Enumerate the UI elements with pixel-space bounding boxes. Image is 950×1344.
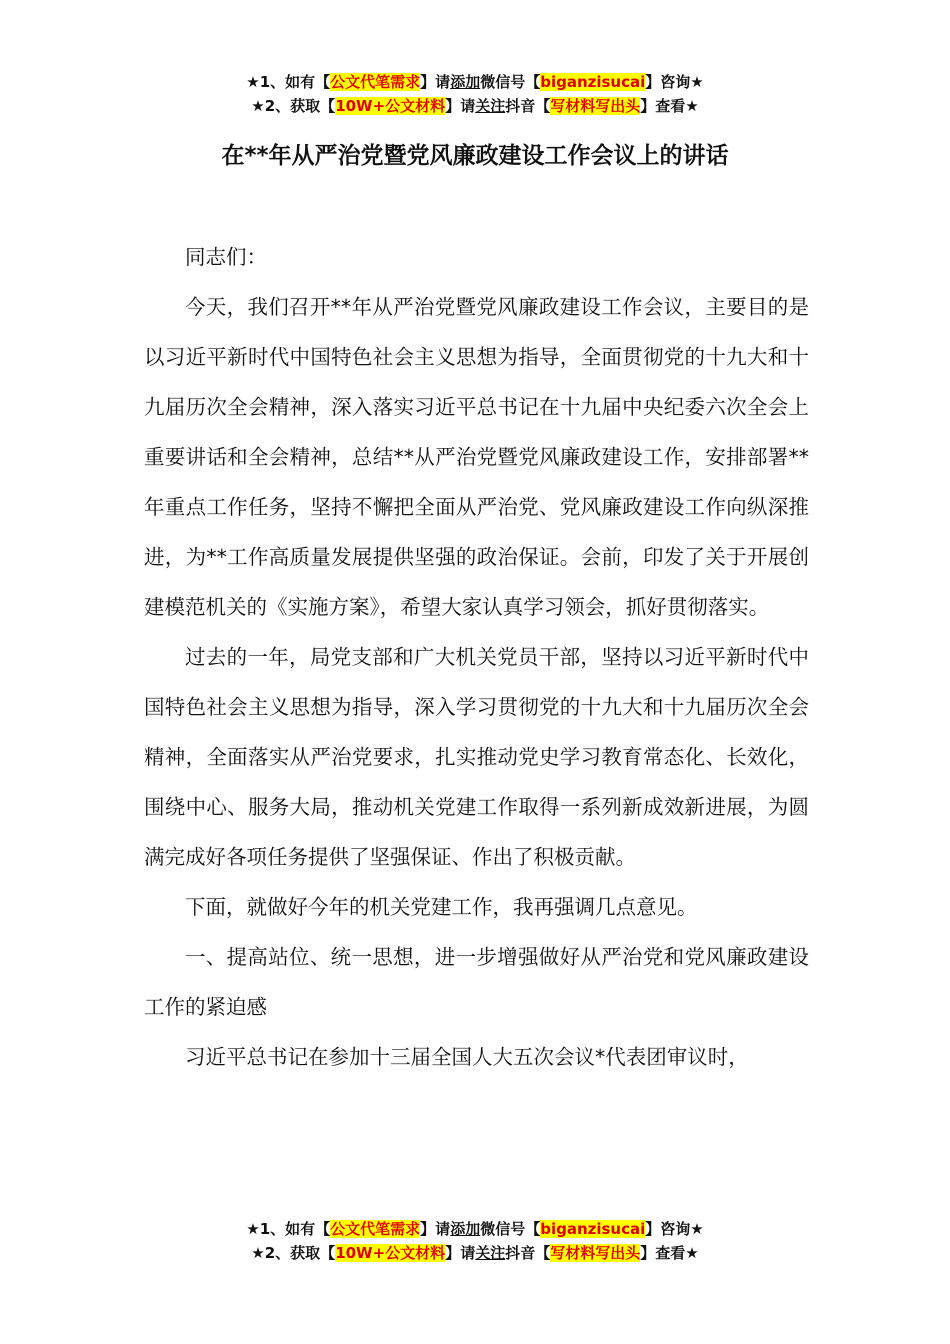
banner-text: 】请: [420, 1220, 451, 1238]
banner-underline: 添加: [450, 1220, 481, 1238]
banner-text: 】咨询★: [645, 1220, 704, 1238]
section-heading: 一、提高站位、统一思想，进一步增强做好从严治党和党风廉政建设工作的紧迫感: [144, 945, 809, 1019]
banner-text: 】查看★: [640, 1244, 699, 1262]
banner-text: ★1、如有【: [246, 1220, 331, 1238]
banner-text: 】请: [445, 97, 476, 115]
footer-banner: [0, 1217, 950, 1265]
paragraph: 下面，就做好今年的机关党建工作，我再强调几点意见。: [185, 895, 698, 919]
banner-line-2: [0, 1241, 950, 1265]
banner-text: 】请: [445, 1244, 476, 1262]
banner-text: 微信号【: [480, 73, 541, 91]
banner-highlight: 写材料写出头: [550, 97, 641, 115]
banner-text: ★1、如有【: [246, 73, 331, 91]
banner-highlight: 公文代笔需求: [330, 1220, 421, 1238]
banner-underline: 关注: [475, 1244, 506, 1262]
paragraph: 今天，我们召开**年从严治党暨党风廉政建设工作会议，主要目的是以习近平新时代中国特色社会主义思想为指导，全面贯彻党的十九大和十九届历次全会精神，深入落实习近平总书记在十九届中央纪委六次全会上重要讲话和全会精神，总结**从严治党暨党风廉政建设工作，安排部署**年重点工作任务，坚持不懈把全面从严治党、党风廉政建设工作向纵深推进，为**工作高质量发展提供坚强的政治保证。会前，印发了关于开展创建模范机关的《实施方案》，希望大家认真学习领会，抓好贯彻落实。: [144, 295, 809, 619]
document-body: [144, 232, 809, 1082]
salutation: 同志们：: [185, 245, 267, 269]
banner-text: 抖音【: [505, 97, 551, 115]
banner-text: 】咨询★: [645, 73, 704, 91]
banner-line-2: [0, 94, 950, 118]
banner-text: ★2、获取【: [251, 97, 336, 115]
banner-line-1: [0, 1217, 950, 1241]
banner-text: 】请: [420, 73, 451, 91]
banner-highlight: biganzisucai: [540, 1220, 646, 1238]
banner-highlight: 写材料写出头: [550, 1244, 641, 1262]
banner-underline: 关注: [475, 97, 506, 115]
banner-text: 微信号【: [480, 1220, 541, 1238]
paragraph: 习近平总书记在参加十三届全国人大五次会议*代表团审议时，: [185, 1045, 749, 1069]
banner-text: ★2、获取【: [251, 1244, 336, 1262]
banner-line-1: [0, 70, 950, 94]
banner-highlight: 10W+公文材料: [335, 1244, 446, 1262]
banner-text: 】查看★: [640, 97, 699, 115]
banner-highlight: biganzisucai: [540, 73, 646, 91]
paragraph: 过去的一年，局党支部和广大机关党员干部，坚持以习近平新时代中国特色社会主义思想为指导，深入学习贯彻党的十九大和十九届历次全会精神，全面落实从严治党要求，扎实推动党史学习教育常态化、长效化，围绕中心、服务大局，推动机关党建工作取得一系列新成效新进展，为圆满完成好各项任务提供了坚强保证、作出了积极贡献。: [144, 645, 809, 869]
banner-text: 抖音【: [505, 1244, 551, 1262]
document-title: 在**年从严治党暨党风廉政建设工作会议上的讲话: [221, 143, 729, 169]
banner-underline: 添加: [450, 73, 481, 91]
header-banner: [0, 70, 950, 118]
banner-highlight: 10W+公文材料: [335, 97, 446, 115]
banner-highlight: 公文代笔需求: [330, 73, 421, 91]
